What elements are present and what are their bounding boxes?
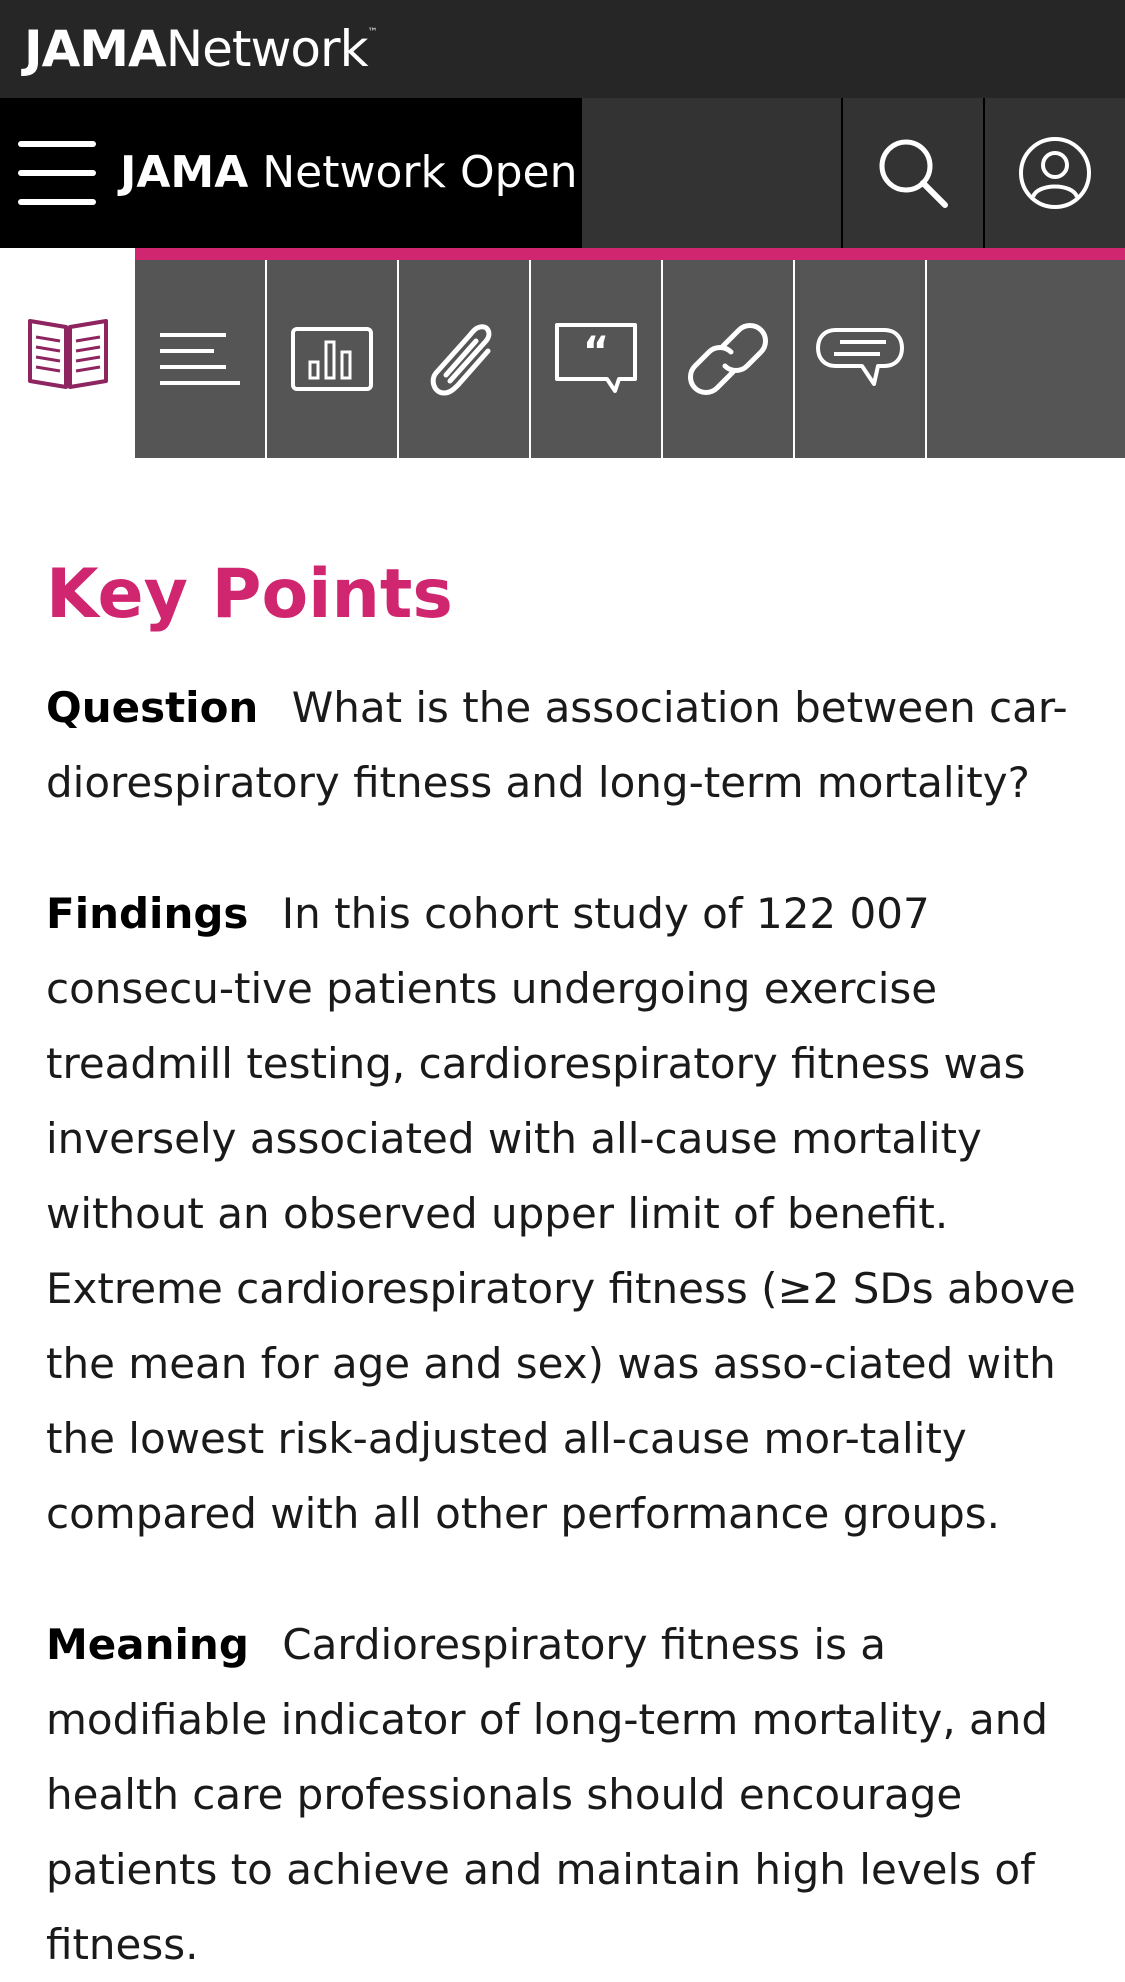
menu-icon[interactable]	[18, 141, 96, 205]
cite-icon	[553, 321, 639, 397]
tab-strip	[135, 248, 1125, 458]
nav-spacer	[582, 98, 841, 248]
tab-figures[interactable]	[267, 260, 399, 458]
account-button[interactable]	[983, 98, 1125, 248]
menu-line	[18, 199, 96, 205]
trademark-symbol: ™	[367, 27, 377, 38]
key-points-heading: Key Points	[46, 555, 453, 634]
journal-title[interactable]	[120, 147, 578, 198]
menu-line	[18, 170, 96, 176]
meaning-paragraph	[46, 1607, 1079, 1982]
search-button[interactable]	[841, 98, 983, 248]
brand-name-bold: JAMA	[24, 20, 166, 78]
comment-icon	[816, 324, 904, 394]
findings-label: Findings	[46, 889, 249, 939]
question-paragraph	[46, 670, 1079, 820]
meaning-text: Cardiorespiratory fitness is a modifiable indicator of long-term mortality, and health care professionals should encourage patients to achieve and maintain high levels of fitness.	[46, 1620, 1049, 1970]
nav-left	[0, 98, 582, 248]
brand-name-light: Network	[165, 20, 368, 78]
menu-line	[18, 141, 96, 147]
journal-title-bold: JAMA	[120, 147, 249, 198]
tab-article[interactable]	[0, 248, 135, 458]
findings-paragraph	[46, 876, 1079, 1551]
open-book-icon	[26, 315, 110, 391]
journal-nav-bar	[0, 98, 1125, 248]
question-label: Question	[46, 683, 259, 733]
findings-text: In this cohort study of 122 007 consecu-tive patients undergoing exercise treadmill testing, cardiorespiratory fitness was inversely associated with all-cause mortality without an observed upper limit of benefit. Extreme cardiorespiratory fitness (≥2 SDs above the mean for age and sex) was asso-ciated with the lowest risk-adjusted all-cause mor-tality compared with all other performance groups.	[46, 889, 1076, 1539]
search-icon	[873, 133, 953, 213]
user-icon	[1017, 135, 1093, 211]
svg-text:“: “	[582, 329, 610, 375]
figures-icon	[290, 326, 374, 392]
tab-strip-fill	[927, 260, 1125, 458]
journal-title-rest: Network Open	[262, 147, 578, 198]
link-icon	[685, 316, 771, 402]
meaning-label: Meaning	[46, 1620, 249, 1670]
tab-cite[interactable]	[531, 260, 663, 458]
question-text: What is the association between car-diorespiratory fitness and long-term mortality?	[46, 683, 1068, 808]
article-tool-tabs	[0, 248, 1125, 458]
key-points-section	[0, 458, 1125, 1982]
outline-icon	[158, 329, 242, 389]
tab-outline[interactable]	[135, 260, 267, 458]
attachment-icon	[422, 317, 506, 401]
jama-network-logo[interactable]	[24, 20, 377, 78]
tab-comments[interactable]	[795, 260, 927, 458]
tab-supplemental[interactable]	[399, 260, 531, 458]
tab-related[interactable]	[663, 260, 795, 458]
network-header	[0, 0, 1125, 98]
